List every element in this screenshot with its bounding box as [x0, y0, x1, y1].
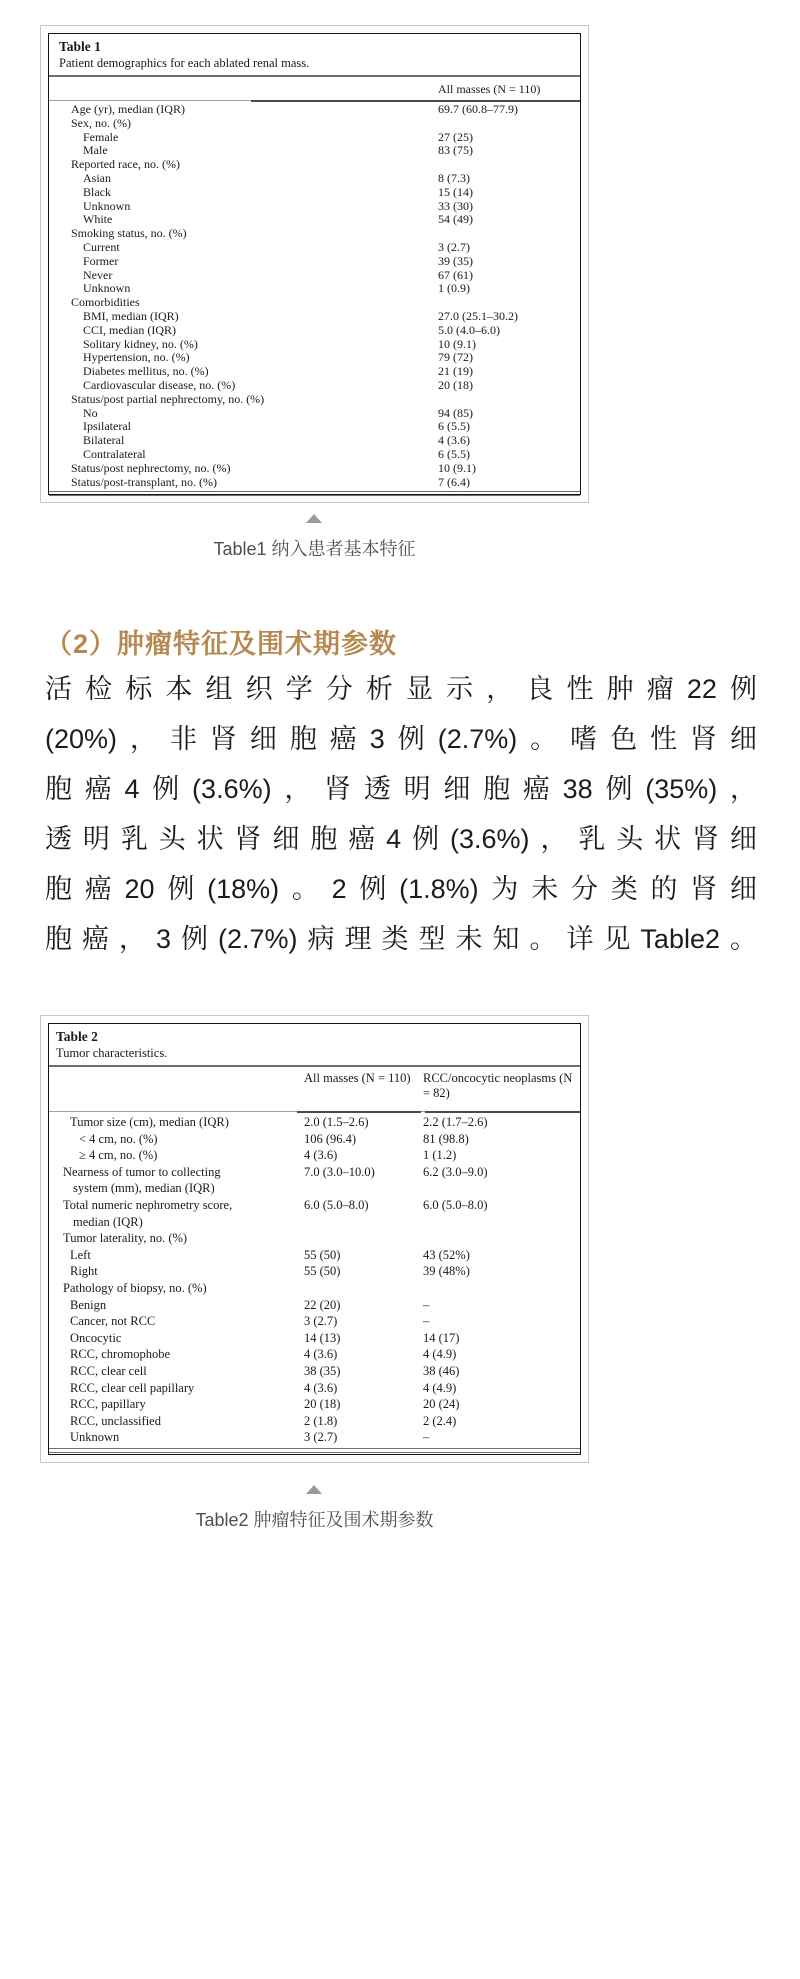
row-value: 10 (9.1)	[438, 336, 476, 351]
row-value: 8 (7.3)	[438, 170, 470, 185]
table-row	[49, 351, 580, 365]
table-row	[49, 420, 580, 434]
row-label: Age (yr), median (IQR)	[71, 102, 185, 116]
row-label: Tumor size (cm), median (IQR)	[70, 1115, 229, 1129]
table-row	[49, 365, 580, 379]
table1-header-row	[49, 77, 580, 101]
table-row	[49, 144, 580, 158]
row-value-rcc: 2 (2.4)	[423, 1413, 457, 1428]
table1	[48, 33, 581, 495]
column-underline	[425, 1111, 580, 1114]
row-value: 7 (6.4)	[438, 474, 470, 489]
row-value-all-masses: 3 (2.7)	[304, 1314, 338, 1329]
row-label: Left	[70, 1247, 91, 1262]
row-value-rcc: 14 (17)	[423, 1330, 460, 1345]
row-value-all-masses: 106 (96.4)	[304, 1131, 357, 1146]
row-label-continued: system (mm), median (IQR)	[73, 1181, 215, 1196]
table-row	[49, 172, 580, 186]
table1-bottom-rule	[49, 491, 580, 496]
row-label: Smoking status, no. (%)	[71, 226, 187, 241]
row-label: Ipsilateral	[83, 419, 131, 434]
row-label: Unknown	[83, 198, 131, 213]
row-value-all-masses: 3 (2.7)	[304, 1430, 338, 1445]
row-value-all-masses: 22 (20)	[304, 1297, 341, 1312]
row-label: Hypertension, no. (%)	[83, 350, 190, 365]
row-value-all-masses: 14 (13)	[304, 1330, 341, 1345]
row-value: 79 (72)	[438, 350, 473, 365]
row-label: RCC, unclassified	[70, 1413, 161, 1428]
body-paragraph	[45, 664, 757, 964]
table-row	[49, 241, 580, 255]
row-value-all-masses: 2.0 (1.5–2.6)	[304, 1115, 369, 1129]
table-row	[49, 200, 580, 214]
row-value-all-masses: 4 (3.6)	[304, 1148, 338, 1163]
table1-title: Table 1	[59, 39, 101, 54]
row-label: Oncocytic	[70, 1330, 122, 1345]
caption-triangle-icon	[306, 1485, 322, 1494]
table-row	[49, 227, 580, 241]
row-value-rcc: 4 (4.9)	[423, 1380, 457, 1395]
row-value: 6 (5.5)	[438, 419, 470, 434]
row-label: Reported race, no. (%)	[71, 157, 180, 172]
row-label: RCC, papillary	[70, 1397, 146, 1412]
row-label: Former	[83, 253, 119, 268]
row-value-rcc: 6.0 (5.0–8.0)	[423, 1197, 488, 1212]
row-label: CCI, median (IQR)	[83, 322, 176, 337]
table-row	[49, 1330, 580, 1347]
table1-subtitle: Patient demographics for each ablated renal mass.	[59, 56, 310, 70]
row-label: Unknown	[70, 1430, 120, 1445]
row-value-rcc: –	[423, 1297, 430, 1312]
row-value: 10 (9.1)	[438, 460, 476, 475]
row-label: Cancer, not RCC	[70, 1314, 156, 1329]
row-value-all-masses: 55 (50)	[304, 1247, 341, 1262]
table-row	[49, 269, 580, 283]
table-row	[49, 1164, 580, 1197]
paragraph-line: 胞癌20例(18%)。2例(1.8%)为未分类的肾细	[45, 874, 757, 904]
table-row	[49, 462, 580, 476]
row-label: ≥ 4 cm, no. (%)	[79, 1148, 158, 1163]
row-label: No	[83, 405, 98, 420]
row-label: Unknown	[83, 281, 131, 296]
table-row	[49, 213, 580, 227]
table-row	[49, 393, 580, 407]
table-row	[49, 1280, 580, 1297]
row-label: Comorbidities	[71, 295, 140, 310]
table-row	[49, 1429, 580, 1446]
table2-figure	[40, 1015, 589, 1463]
table-row	[49, 476, 580, 490]
row-label: Black	[83, 184, 111, 199]
row-label: Female	[83, 129, 119, 144]
row-value: 83 (75)	[438, 143, 473, 158]
row-label: RCC, clear cell papillary	[70, 1380, 195, 1395]
table2-body	[49, 1112, 580, 1446]
row-value-all-masses: 4 (3.6)	[304, 1347, 338, 1362]
table-row	[49, 1247, 580, 1264]
row-value: 67 (61)	[438, 267, 473, 282]
row-label: Nearness of tumor to collecting	[63, 1164, 221, 1179]
table1-caption: Table1 纳入患者基本特征	[213, 539, 416, 559]
row-value-all-masses: 55 (50)	[304, 1264, 341, 1279]
row-label: Never	[83, 267, 113, 282]
row-value: 33 (30)	[438, 198, 473, 213]
row-label: < 4 cm, no. (%)	[79, 1131, 158, 1146]
row-label: RCC, clear cell	[70, 1363, 147, 1378]
row-value: 15 (14)	[438, 184, 473, 199]
row-value: 54 (49)	[438, 212, 473, 227]
table-row	[49, 1230, 580, 1247]
row-label: Solitary kidney, no. (%)	[83, 336, 198, 351]
table-row	[49, 1131, 580, 1148]
table2-title: Table 2	[56, 1029, 98, 1044]
row-label: White	[83, 212, 113, 227]
table-row	[49, 131, 580, 145]
table-row	[49, 324, 580, 338]
row-label: BMI, median (IQR)	[83, 308, 179, 323]
row-label: Total numeric nephrometry score,	[63, 1197, 233, 1212]
row-value-all-masses: 4 (3.6)	[304, 1380, 338, 1395]
table-row	[49, 1263, 580, 1280]
row-value: 27 (25)	[438, 129, 473, 144]
row-value: 4 (3.6)	[438, 433, 470, 448]
table-row	[49, 310, 580, 324]
caption-triangle-icon	[306, 514, 322, 523]
row-label: Pathology of biopsy, no. (%)	[63, 1280, 207, 1295]
table-row	[49, 186, 580, 200]
table-row	[49, 1197, 580, 1230]
row-label: Asian	[83, 170, 111, 185]
table-row	[49, 158, 580, 172]
row-value-rcc: 1 (1.2)	[423, 1148, 457, 1163]
row-label: Male	[83, 143, 108, 158]
row-value: 27.0 (25.1–30.2)	[438, 308, 518, 323]
row-value-all-masses: 7.0 (3.0–10.0)	[304, 1164, 375, 1179]
row-value-rcc: 4 (4.9)	[423, 1347, 457, 1362]
table-row	[49, 448, 580, 462]
paragraph-line: 活检标本组织学分析显示，良性肿瘤22例	[45, 674, 757, 704]
row-label: Current	[83, 239, 120, 254]
table-row	[49, 117, 580, 131]
table2-bottom-rule	[49, 1448, 580, 1453]
row-value-rcc: 2.2 (1.7–2.6)	[423, 1115, 488, 1129]
row-value: 69.7 (60.8–77.9)	[438, 102, 518, 116]
table1-figure	[40, 25, 589, 503]
table2-col-header-rcc: RCC/oncocytic neoplasms (N = 82)	[423, 1071, 573, 1100]
row-value-rcc: –	[423, 1430, 430, 1445]
row-value-rcc: 20 (24)	[423, 1397, 460, 1412]
table-row	[49, 338, 580, 352]
row-label: RCC, chromophobe	[70, 1347, 170, 1362]
column-underline	[297, 1111, 421, 1114]
table1-col-header: All masses (N = 110)	[438, 82, 541, 96]
row-label: Sex, no. (%)	[71, 115, 131, 130]
table-row	[49, 434, 580, 448]
table-row	[49, 255, 580, 269]
row-value: 94 (85)	[438, 405, 473, 420]
table-row	[49, 379, 580, 393]
table2-col-header-all-masses: All masses (N = 110)	[304, 1071, 411, 1085]
row-label: Status/post-transplant, no. (%)	[71, 474, 217, 489]
row-value: 3 (2.7)	[438, 239, 470, 254]
table-row	[49, 1396, 580, 1413]
row-label: Cardiovascular disease, no. (%)	[83, 377, 236, 392]
table-row	[49, 1346, 580, 1363]
row-label: Contralateral	[83, 446, 146, 461]
row-value: 6 (5.5)	[438, 446, 470, 461]
row-value-rcc: 6.2 (3.0–9.0)	[423, 1164, 488, 1179]
section-heading: （2）肿瘤特征及围术期参数	[45, 629, 398, 659]
table1-body	[49, 101, 580, 489]
table-row	[49, 1147, 580, 1164]
table-row	[49, 1413, 580, 1430]
table-row	[49, 1313, 580, 1330]
table2-header-row	[49, 1067, 580, 1112]
row-value-all-masses: 6.0 (5.0–8.0)	[304, 1197, 369, 1212]
row-value-all-masses: 20 (18)	[304, 1397, 341, 1412]
row-label: Status/post nephrectomy, no. (%)	[71, 460, 231, 475]
row-label: Tumor laterality, no. (%)	[63, 1231, 188, 1246]
row-label-continued: median (IQR)	[73, 1214, 143, 1229]
paragraph-line: 胞癌，3例(2.7%)病理类型未知。详见Table2。	[45, 924, 757, 954]
row-value: 1 (0.9)	[438, 281, 470, 296]
table2-caption: Table2 肿瘤特征及围术期参数	[195, 1510, 434, 1530]
row-label: Status/post partial nephrectomy, no. (%)	[71, 391, 265, 406]
paragraph-line: (20%)，非肾细胞癌3例(2.7%)。嗜色性肾细	[45, 724, 757, 754]
row-label: Right	[70, 1264, 98, 1279]
row-label: Diabetes mellitus, no. (%)	[83, 364, 209, 379]
table-row	[49, 1363, 580, 1380]
paragraph-line: 透明乳头状肾细胞癌4例(3.6%)，乳头状肾细	[45, 824, 757, 854]
row-value-all-masses: 2 (1.8)	[304, 1413, 338, 1428]
row-value: 20 (18)	[438, 377, 473, 392]
row-value: 21 (19)	[438, 364, 473, 379]
table-row	[49, 1114, 580, 1131]
table-row	[49, 282, 580, 296]
row-label: Benign	[70, 1297, 107, 1312]
row-value: 39 (35)	[438, 253, 473, 268]
table-row	[49, 296, 580, 310]
table-row	[49, 407, 580, 421]
table-row	[49, 1297, 580, 1314]
table-row	[49, 1380, 580, 1397]
table2-subtitle: Tumor characteristics.	[56, 1046, 168, 1060]
row-value-rcc: 38 (46)	[423, 1363, 460, 1378]
row-label: Bilateral	[83, 433, 125, 448]
table2	[48, 1023, 581, 1455]
table-row	[49, 103, 580, 117]
column-underline	[251, 100, 580, 103]
row-value-rcc: 81 (98.8)	[423, 1131, 469, 1146]
row-value-rcc: 39 (48%)	[423, 1264, 470, 1279]
row-value-all-masses: 38 (35)	[304, 1363, 341, 1378]
row-value: 5.0 (4.0–6.0)	[438, 322, 500, 337]
row-value-rcc: 43 (52%)	[423, 1247, 470, 1262]
row-value-rcc: –	[423, 1314, 430, 1329]
paragraph-line: 胞癌4例(3.6%)，肾透明细胞癌38例(35%)，	[45, 774, 757, 804]
